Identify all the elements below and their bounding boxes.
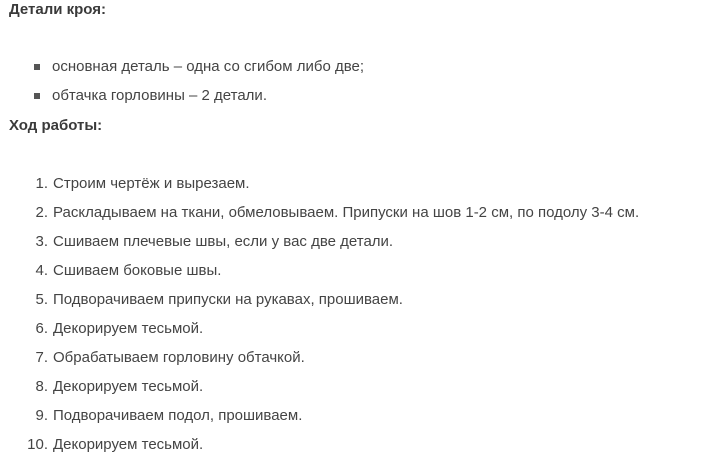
step-number: 7.: [35, 349, 48, 366]
step-number: 4.: [35, 262, 48, 279]
step-text: Декорируем тесьмой.: [53, 320, 204, 337]
step-text: Сшиваем плечевые швы, если у вас две детали.: [53, 233, 394, 250]
step-number: 6.: [35, 320, 48, 337]
step-text: Строим чертёж и вырезаем.: [53, 175, 250, 192]
step-number: 5.: [35, 291, 48, 308]
step-number: 10.: [27, 436, 48, 453]
step-text: Декорируем тесьмой.: [53, 378, 204, 395]
step-text: Декорируем тесьмой.: [53, 436, 204, 453]
step-number: 8.: [35, 378, 48, 395]
workflow-heading: Ход работы:: [9, 117, 103, 134]
step-text: Обрабатываем горловину обтачкой.: [53, 349, 305, 366]
list-item-text: обтачка горловины – 2 детали.: [52, 87, 267, 104]
list-item-text: основная деталь – одна со сгибом либо две;: [52, 58, 365, 75]
step-number: 3.: [35, 233, 48, 250]
step-number: 2.: [35, 204, 48, 221]
bullet-square-icon: [34, 64, 40, 70]
step-text: Раскладываем на ткани, обмеловываем. Припуски на шов 1-2 см, по подолу 3-4 см.: [53, 204, 640, 221]
bullet-square-icon: [34, 93, 40, 99]
step-number: 1.: [35, 175, 48, 192]
cut-details-heading: Детали кроя:: [9, 1, 107, 18]
step-text: Сшиваем боковые швы.: [53, 262, 222, 279]
step-text: Подворачиваем подол, прошиваем.: [53, 407, 303, 424]
step-number: 9.: [35, 407, 48, 424]
step-text: Подворачиваем припуски на рукавах, прошиваем.: [53, 291, 403, 308]
